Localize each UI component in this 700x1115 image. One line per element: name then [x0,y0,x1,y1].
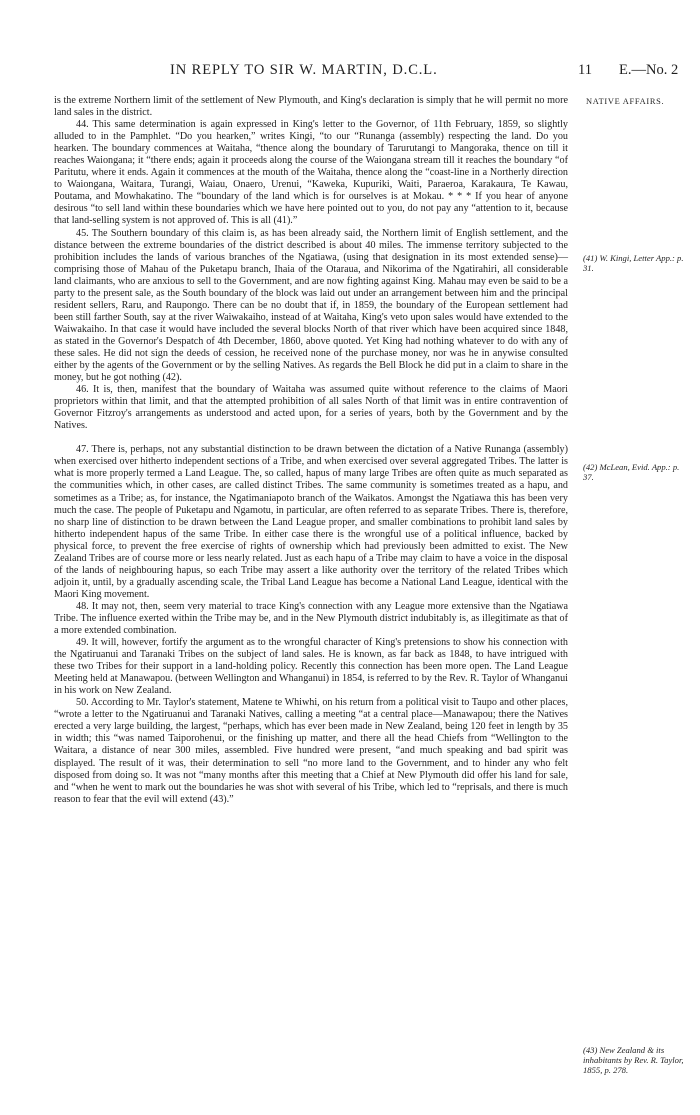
main-text [54,95,568,806]
margin-note-43: (43) New Zealand & its inhabitants by Rev. R. Taylor, 1855, p. 278. [583,1045,684,1075]
header-title: IN REPLY TO SIR W. MARTIN, D.C.L. [170,62,438,78]
paragraph-continued: is the extreme Northern limit of the settlement of New Plymouth, and King's declaration is simply that he will permit no more land sales in the district. [54,95,568,119]
paragraph-47: 47. There is, perhaps, not any substantial distinction to be drawn between the dictation of a Native Runanga (assembly) when exercised over hitherto independent sections of a Tribe, and when exercised over several aggregated Tribes. The latter is what is more properly termed a Land League. The, so called, hapus of many large Tribes are often quite as much separated as the communities which, in other cases, are called distinct Tribes. The same community is sometimes treated as a hapu, and sometimes as a Tribe; as, for instance, the Ngatimaniapoto branch of the Waikatos. Amongst the Ngatiawa this has been very much the case. The people of Puketapu and Ngamotu, in particular, are often referred to as separate Tribes. There is, therefore, no sharp line of distinction to be drawn between the Land League proper, and smaller combinations to prohibit land sales by hitherto independent hapus of the same Tribe. In either case there is the wrongful use of a political influence, backed by physical force, to prevent the free exercise of rights of ownership which had previously been admitted to exist. The New Zealand Tribes are of course more or less nearly related. Just as each hapu of a Tribe may claim to have a voice in the disposal of the lands of neighbouring hapus, so each Tribe may assert a like authority over the territory of the related Tribes which adjoin it, until, by a gradually ascending scale, the Tribal Land League has become a National Land League, identical with the Maori King movement. [54,444,568,600]
document-series: E.—No. 2 [619,62,679,78]
margin-note-41: (41) W. Kingi, Letter App.: p. 31. [583,253,684,273]
paragraph-49: 49. It will, however, fortify the argument as to the wrongful character of King's pretensions to show his connection with the Ngatiruanui and Taranaki Tribes on the subject of land sales. He is known, as far back as 1848, to have intrigued with these two Tribes for their support in a land-holding policy. Recently this connection has been more open. The Land League Meeting held at Manawapou. (between Wellington and Whanganui) in 1854, is referred to by the Rev. R. Taylor of Whanganui in his work on New Zealand. [54,637,568,697]
page-number: 11 [578,62,592,78]
side-heading: NATIVE AFFAIRS. [586,97,665,106]
paragraph-44: 44. This same determination is again expressed in King's letter to the Governor, of 11th February, 1859, so slightly alluded to in the Pamphlet. “Do you hearken,” writes Kingi, “to our “Runanga (assembly) respecting the land. Do you hearken. The boundary commences at Waitaha, “thence along the boundary of Tarurutangi to Mangoraka, thence on till it reaches Waiongana; it “there ends; again it proceeds along the course of the Waiongana stream till it reaches the boundary “of Paritutu, where it ends. Again it commences at the mouth of the Waitaha, thence along the “coast-line in a Northerly direction to Waiongana, Waitara, Turangi, Waiau, Onaero, Urenui, “Kaweka, Kupuriki, Waiti, Paraeroa, Karakaura, Te Kawau, Poutama, and Mowhakatino. The “boundary of the land which is for ourselves is at Mokau. * * * If you hear of anyone desirous “to sell land within these boundaries which we have here pointed out to you, do not pay any “attention to it, because that land-selling system is not approved of. This is all (41).” [54,119,568,227]
margin-note-42: (42) McLean, Evid. App.: p. 37. [583,462,680,482]
paragraph-45: 45. The Southern boundary of this claim is, as has been already said, the Northern limit of English settlement, and the distance between the extreme boundaries of the district described is about 40 miles. The immense territory subjected to the prohibition includes the lands of various branches of the Ngatiawa, (using that designation in its most extended sense)—comprising those of Mahau of the Puketapu branch, Ihaia of the Otaraua, and Nikorima of the Ngatirahiri, all considerable land claimants, who are anxious to sell to the Government, and are now fighting against King. Mahau may even be said to be a party to the present sale, as the South boundary of the block was laid out under an arrangement between him and the principal resident sellers, Raru, and Raupongo. There can be no doubt that if, in 1859, the boundary of the European settlement had been still farther South, say at the river Waiwakaiho, instead of at Waitaha, King's veto upon sales would have extended to the Waiwakaiho. In that case it would have included the several blocks North of that river which have been acquired since 1848, as stated in the Governor's Despatch of 4th December, 1860, above quoted. Yet King had nothing whatever to do with any of these sales. He did not sign the deeds of cession, he received none of the purchase money, nor was he in anywise consulted either by the agents of the Government or by the selling Natives. As regards the Bell Block he did put in a claim to share in the money, but he got nothing (42). [54,227,568,384]
running-header [22,62,682,82]
paragraph-48: 48. It may not, then, seem very material to trace King's connection with any League more extensive than the Ngatiawa Tribe. The influence exerted within the Tribe may be, and in the New Plymouth district indubitably is, as illegitimate as that of a more extended combination. [54,600,568,637]
paragraph-46: 46. It is, then, manifest that the boundary of Waitaha was assumed quite without reference to the claims of Maori proprietors within that limit, and that the attempted prohibition of all sales North of that limit was in entire contravention of Governor Fitzroy's arrangements as understood and acted upon, for a series of years, both by the Government and by the Natives. [54,384,568,432]
paragraph-50: 50. According to Mr. Taylor's statement, Matene te Whiwhi, on his return from a political visit to Taupo and other places, “wrote a letter to the Ngatiruanui and Taranaki Natives, calling a meeting “at a central place—Manawapou; there the Natives erected a very large building, the largest, “perhaps, which has ever been made in New Zealand, being 120 feet in length by 35 in width; this “was named Taiporohenui, or the finishing up matter, and there all the head Chiefs from “Wellington to the Waitara, a distance of near 300 miles, assembled. Five hundred were present, “and much speaking and bad spirit was displayed. The result of it was, their determination to sell “no more land to the Government, and to hinder any who felt disposed from doing so. It was not “many months after this meeting that a Chief at New Plymouth did offer his land for sale, and “when he went to mark out the boundaries he was shot with several of his Tribe, which led to “reprisals, and there is much reason to fear that the evil will extend (43).” [54,697,568,805]
